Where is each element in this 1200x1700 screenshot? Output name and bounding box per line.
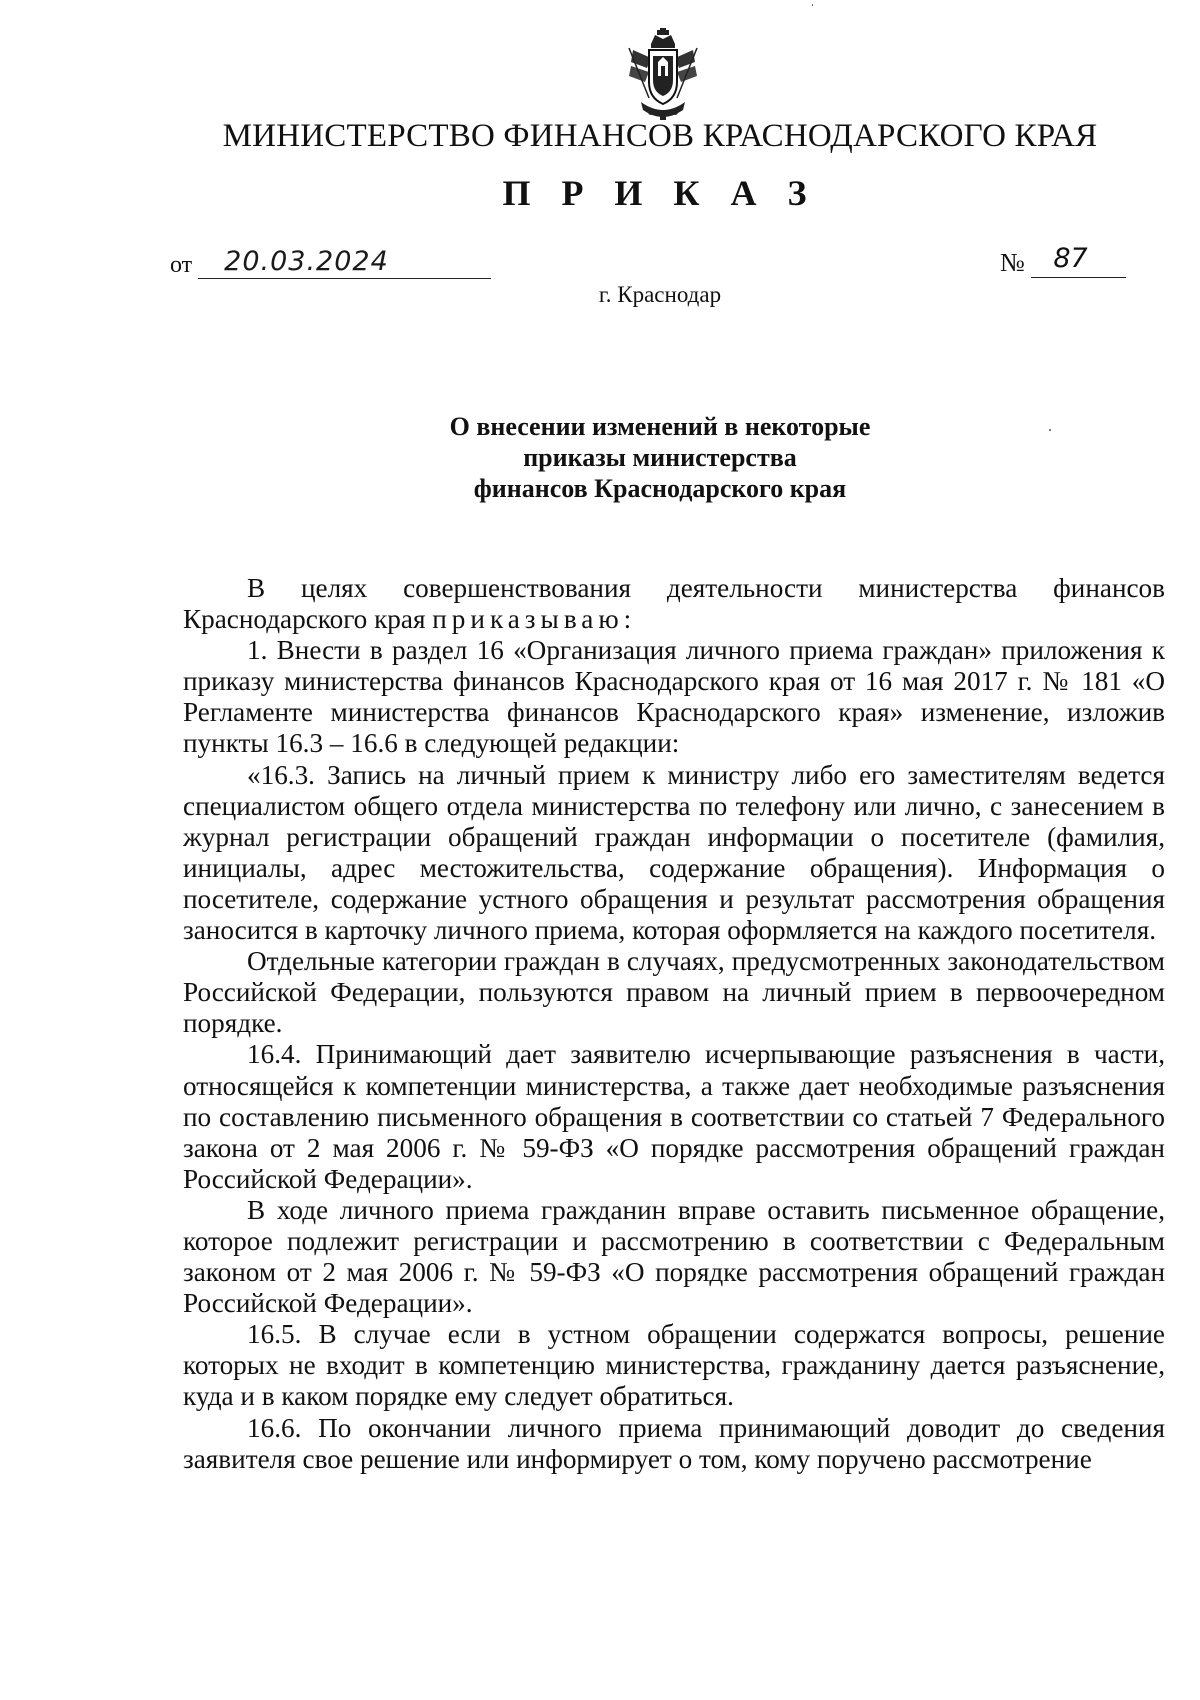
paragraph-16-5: 16.5. В случае если в устном обращении содержатся вопросы, решение которых не входит в компетенцию министерства, гражданину дается разъяснение, куда и в каком порядке ему следует обратиться. [183, 1319, 1165, 1412]
date-prefix: от [170, 252, 193, 278]
number-field [1000, 243, 1126, 278]
date-underline [198, 246, 491, 279]
document-subject [0, 411, 1200, 504]
subject-line-2: приказы министерства [523, 443, 797, 472]
paragraph-16-6: 16.6. По окончании личного приема принимающий доводит до сведения заявителя свое решение или информирует о том, кому поручено рассмотрение [183, 1412, 1165, 1474]
number-prefix: № [1000, 248, 1025, 277]
number-handwritten: 87 [1053, 243, 1088, 274]
paragraph-written-appeal: В ходе личного приема гражданин вправе оставить письменное обращение, которое подлежит регистрации и рассмотрению в соответствии с Федеральным законом от 2 мая 2006 г. № 59-ФЗ «О порядке рассмотрения обращений граждан Российской Федерации». [183, 1194, 1165, 1319]
date-handwritten: 20.03.2024 [224, 246, 389, 277]
paragraph-1: 1. Внести в раздел 16 «Организация личного приема граждан» приложения к приказу министерства финансов Краснодарского края от 16 мая 2017 г. № 181 «О Регламенте министерства финансов Краснодарского края» изменение, изложив пункты 16.3 – 16.6 в следующей редакции: [183, 635, 1165, 759]
paragraph-intro [183, 573, 1165, 635]
paragraph-16-3: «16.3. Запись на личный прием к министру либо его заместителям ведется специалистом общего отдела министерства по телефону или лично, с занесением в журнал регистрации обращений граждан информации о посетителе (фамилия, инициалы, адрес местожительства, содержание обращения). Информация о посетителе, содержание устного обращения и результат рассмотрения обращения заносится в карточку личного приема, которая оформляется на каждого посетителя. [183, 759, 1165, 946]
document-type: П Р И К А З [502, 173, 818, 213]
ministry-title: МИНИСТЕРСТВО ФИНАНСОВ КРАСНОДАРСКОГО КРАЯ [222, 118, 1098, 154]
subject-line-1: О внесении изменений в некоторые [449, 412, 871, 441]
intro-order-word: приказываю [432, 604, 624, 635]
scan-speck [812, 4, 813, 6]
paragraph-16-4: 16.4. Принимающий дает заявителю исчерпывающие разъяснения в части, относящейся к компетенции министерства, а также дает необходимые разъяснения по составлению письменного обращения в соответствии со статьей 7 Федерального закона от 2 мая 2006 г. № 59-ФЗ «О порядке рассмотрения обращений граждан Российской Федерации». [183, 1039, 1165, 1194]
intro-text: В целях совершенствования деятельности министерства финансов Краснодарского края [183, 573, 1165, 635]
scan-speck [1049, 429, 1051, 431]
date-field [170, 246, 491, 279]
intro-colon: : [623, 604, 632, 635]
krasnodar-coat-of-arms-icon [627, 28, 699, 122]
paragraph-categories: Отдельные категории граждан в случаях, предусмотренных законодательством Российской Федерации, пользуются правом на личный прием в первоочередном порядке. [183, 946, 1165, 1039]
subject-line-3: финансов Краснодарского края [473, 474, 847, 503]
city: г. Краснодар [598, 282, 722, 307]
document-body [183, 573, 1165, 1475]
number-underline [1031, 243, 1126, 278]
